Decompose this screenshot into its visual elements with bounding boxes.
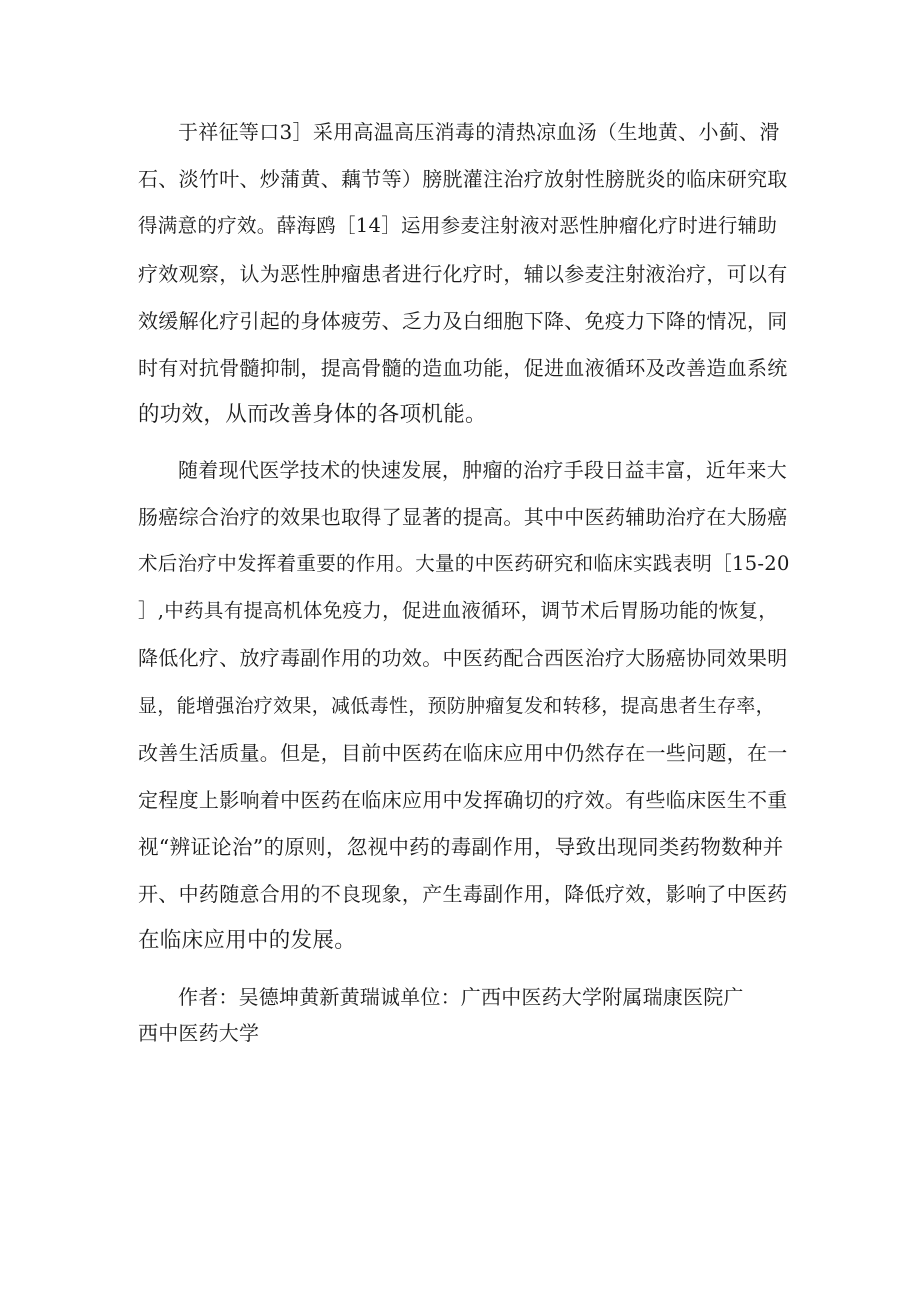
paragraph-2-line-2: 肠癌综合治疗的效果也取得了显著的提高。其中中医药辅助治疗在大肠癌: [138, 505, 788, 529]
paragraph-2-line-11: 在临床应用中的发展。: [138, 928, 357, 953]
paragraph-1-line-1: 于祥征等口3］采用高温高压消毒的清热凉血汤（生地黄、小蓟、滑: [178, 120, 780, 144]
paragraph-1-line-6: 时有对抗骨髓抑制，提高骨髓的造血功能，促进血液循环及改善造血系统: [138, 356, 788, 380]
paragraph-2-line-7: 改善生活质量。但是，目前中医药在临床应用中仍然存在一些问题，在一: [138, 741, 788, 765]
paragraph-2-line-8: 定程度上影响着中医药在临床应用中发挥确切的疗效。有些临床医生不重: [138, 788, 788, 812]
paragraph-2-line-6: 显，能增强治疗效果，减低毒性，预防肿瘤复发和转移，提高患者生存率，: [138, 695, 775, 717]
paragraph-2-line-3: 术后治疗中发挥着重要的作用。大量的中医药研究和临床实践表明［15-20: [138, 552, 790, 575]
author-line-1: 作者：吴德坤黄新黄瑞诚单位：广西中医药大学附属瑞康医院广: [178, 985, 744, 1009]
paragraph-1-line-4: 疗效观察，认为恶性肿瘤患者进行化疗时，辅以参麦注射液治疗，可以有: [138, 262, 788, 286]
paragraph-1-line-7: 的功效，从而改善身体的各项机能。: [138, 402, 487, 427]
paragraph-1-line-5: 效缓解化疗引起的身体疲劳、乏力及白细胞下降、免疫力下降的情况，同: [138, 309, 788, 333]
paragraph-2-line-10: 开、中药随意合用的不良现象，产生毒副作用，降低疗效，影响了中医药: [138, 882, 788, 906]
paragraph-2-line-5: 降低化疗、放疗毒副作用的功效。中医药配合西医治疗大肠癌协同效果明: [138, 646, 788, 670]
paragraph-1-line-3: 得满意的疗效。薛海鸥［14］运用参麦注射液对恶性肿瘤化疗时进行辅助: [138, 214, 778, 237]
paragraph-1-line-2: 石、淡竹叶、炒蒲黄、藕节等）膀胱灌注治疗放射性膀胱炎的临床研究取: [138, 167, 788, 191]
paragraph-2-line-9: 视“辨证论治”的原则，忽视中药的毒副作用，导致出现同类药物数种并: [138, 835, 784, 859]
author-line-2: 西中医药大学: [138, 1021, 260, 1045]
paragraph-2-line-1: 随着现代医学技术的快速发展，肿瘤的治疗手段日益丰富，近年来大: [178, 458, 787, 482]
paragraph-2-line-4: ］,中药具有提高机体免疫力，促进血液循环，调节术后胃肠功能的恢复，: [138, 599, 779, 622]
